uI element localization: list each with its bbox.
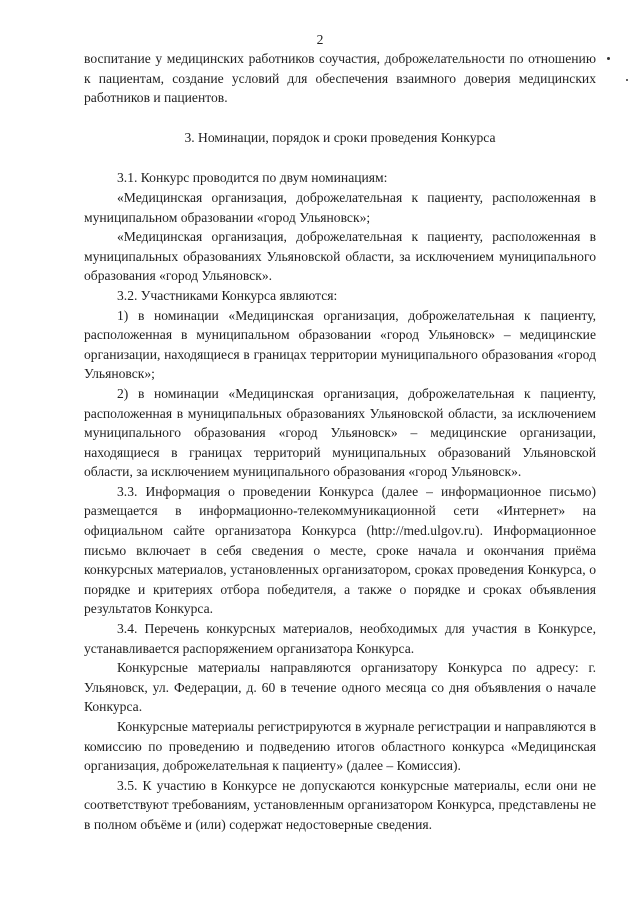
- paragraph-3-4: 3.4. Перечень конкурсных материалов, необходимых для участия в Конкурсе, устанавливается распоряжением организатора Конкурса.: [84, 621, 596, 656]
- paragraph-3-1: 3.1. Конкурс проводится по двум номинациям:: [117, 170, 388, 186]
- section-heading: 3. Номинации, порядок и сроки проведения Конкурса: [184, 129, 496, 145]
- paragraph-intro: воспитание у медицинских работников соучастия, доброжелательности по отношению к пациентам, создание условий для обеспечения взаимного доверия медицинских работников и пациентов.: [84, 51, 596, 106]
- paragraph-participants-1: 1) в номинации «Медицинская организация, доброжелательная к пациенту, расположенная в муниципальном образовании «город Ульяновск» – медицинские организации, находящиеся в границах территории муниципального образования «город Ульяновск»;: [84, 307, 596, 382]
- scan-speck: [607, 57, 610, 60]
- scan-speck: [626, 79, 628, 81]
- paragraph-nomination-2: «Медицинская организация, доброжелательная к пациенту, расположенная в муниципальных образованиях Ульяновской области, за исключением муниципального образования «город Ульяновск».: [84, 229, 596, 284]
- document-body: [84, 49, 596, 835]
- paragraph-participants-2: 2) в номинации «Медицинская организация, доброжелательная к пациенту, расположенная в муниципальных образованиях Ульяновской области, за исключением муниципального образования «город Ульяновск» – медицинские организации, находящиеся в границах территорий муниципальных образований Ульяновской области, за исключением муниципального образования «город Ульяновск».: [84, 385, 596, 480]
- paragraph-materials-registration: Конкурсные материалы регистрируются в журнале регистрации и направляются в комиссию по проведению и подведению итогов областного конкурса «Медицинская организация, доброжелательная к пациенту» (далее – Комиссия).: [84, 719, 596, 774]
- page-number: 2: [316, 32, 324, 47]
- paragraph-3-2: 3.2. Участниками Конкурса являются:: [117, 287, 338, 303]
- paragraph-nomination-1: «Медицинская организация, доброжелательная к пациенту, расположенная в муниципальном образовании «город Ульяновск»;: [84, 189, 596, 225]
- paragraph-3-3: 3.3. Информация о проведении Конкурса (далее – информационное письмо) размещается в информационно-телекоммуникационной сети «Интернет» на официальном сайте организатора Конкурса (http://med.ulgov.ru). Информационное письмо включает в себя сведения о месте, сроке начала и окончания приёма конкурсных материалов, установленных организатором, сроках проведения Конкурса, о порядке и критериях отбора победителя, а также о порядке и сроках объявления результатов Конкурса.: [84, 483, 596, 617]
- paragraph-3-5: 3.5. К участию в Конкурсе не допускаются конкурсные материалы, если они не соответствуют требованиям, установленным организатором Конкурса, представлены не в полном объёме и (или) содержат недостоверные сведения.: [84, 777, 596, 832]
- paragraph-materials-address: Конкурсные материалы направляются организатору Конкурса по адресу: г. Ульяновск, ул. Федерации, д. 60 в течение одного месяца со дня объявления о начале Конкурса.: [84, 660, 596, 715]
